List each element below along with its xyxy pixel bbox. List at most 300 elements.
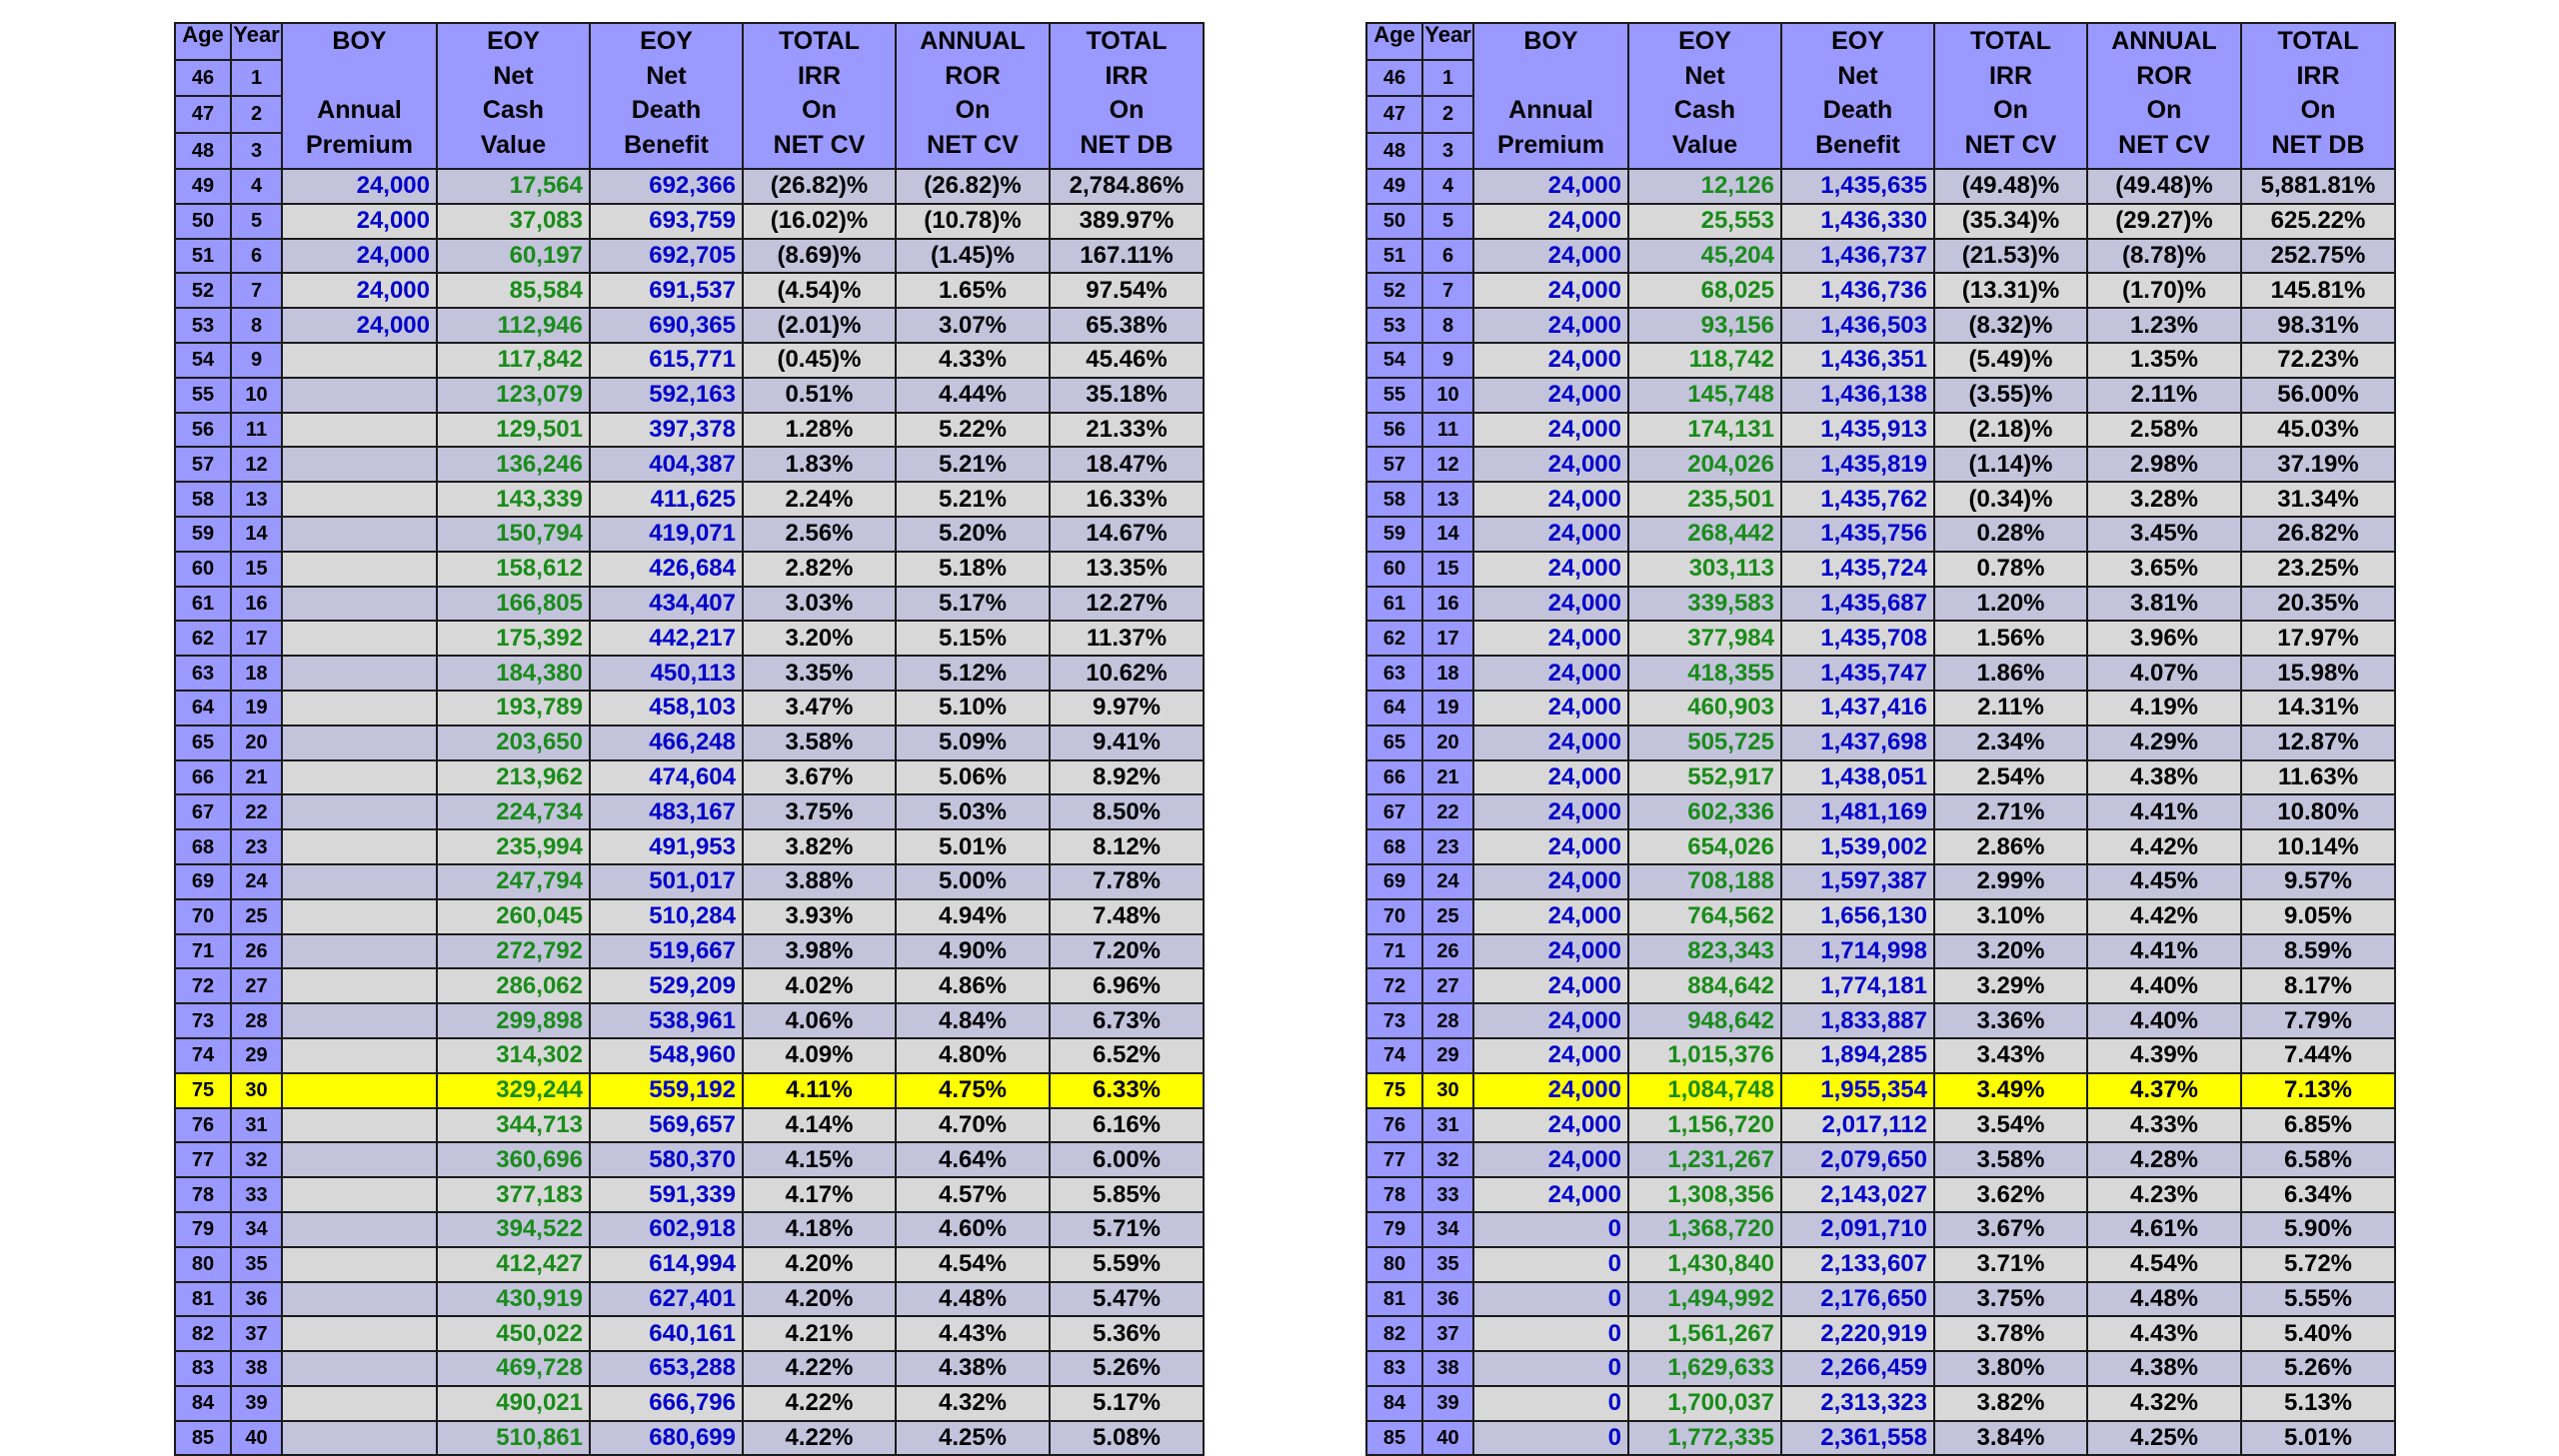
age-cell: 78 [175,1177,231,1212]
premium-cell: 24,000 [1473,517,1628,552]
irr-db-cell: 8.12% [1050,829,1204,864]
year-cell: 36 [231,1282,282,1317]
table-row [1366,1247,2395,1282]
table-row [1366,621,2395,656]
death-benefit-cell: 1,436,737 [1781,239,1934,274]
irr-cv-cell: 3.75% [743,794,896,829]
pre-year-cell: 2 [231,96,282,133]
ror-cv-cell: 4.42% [2087,829,2241,864]
death-benefit-cell: 2,091,710 [1781,1212,1934,1247]
irr-net-db-header [1050,23,1204,169]
irr-cv-cell: 4.09% [743,1038,896,1073]
ror-cv-cell: 5.21% [896,482,1050,517]
irr-cv-cell: 4.20% [743,1247,896,1282]
age-cell: 55 [175,378,231,413]
table-row [175,1038,1204,1073]
year-cell: 35 [231,1247,282,1282]
table-row [175,413,1204,448]
death-benefit-cell: 450,113 [590,656,743,691]
table-row [1366,308,2395,343]
table-row [175,273,1204,308]
age-cell: 52 [1366,273,1422,308]
ror-cv-cell: 5.12% [896,656,1050,691]
table-row [1366,1212,2395,1247]
cash-value-cell: 764,562 [1628,899,1781,934]
age-cell: 69 [1366,864,1422,899]
ror-net-cv-header-line: ANNUAL [920,27,1026,55]
net-cash-value-header-line: Cash [1673,96,1736,124]
irr-cv-cell: 3.58% [743,726,896,760]
cash-value-cell: 136,246 [437,447,590,482]
table-row [175,1108,1204,1143]
death-benefit-cell: 2,361,558 [1781,1421,1934,1456]
death-benefit-cell: 691,537 [590,273,743,308]
irr-cv-cell: 0.28% [1934,517,2087,552]
premium-cell [282,1073,437,1108]
premium-cell: 24,000 [1473,726,1628,760]
age-cell: 51 [175,239,231,274]
irr-db-cell: 6.73% [1050,1003,1204,1038]
age-cell: 81 [175,1282,231,1317]
irr-db-cell: 98.31% [2241,308,2395,343]
table-row [175,482,1204,517]
ror-cv-cell: 3.45% [2087,517,2241,552]
irr-cv-cell: (35.34)% [1934,204,2087,239]
ror-cv-cell: 4.45% [2087,864,2241,899]
premium-cell [282,1386,437,1421]
irr-db-cell: 11.63% [2241,760,2395,795]
irr-db-cell: 252.75% [2241,239,2395,274]
irr-cv-cell: (1.14)% [1934,447,2087,482]
irr-cv-cell: 3.93% [743,899,896,934]
table-row [175,1421,1204,1456]
table-row [1366,482,2395,517]
irr-db-cell: 7.48% [1050,899,1204,934]
irr-cv-cell: 3.62% [1934,1177,2087,1212]
table-row [175,1282,1204,1317]
irr-cv-cell: 1.28% [743,413,896,448]
irr-cv-cell: 4.21% [743,1316,896,1351]
cash-value-cell: 1,308,356 [1628,1177,1781,1212]
cash-value-cell: 112,946 [437,308,590,343]
age-cell: 77 [1366,1142,1422,1177]
irr-cv-cell: 4.22% [743,1386,896,1421]
year-cell: 30 [1422,1073,1473,1108]
year-cell: 6 [231,239,282,274]
ror-cv-cell: 4.07% [2087,656,2241,691]
year-cell: 26 [1422,934,1473,969]
irr-db-cell: 5.71% [1050,1212,1204,1247]
age-cell: 73 [175,1003,231,1038]
ror-cv-cell: (10.78)% [896,204,1050,239]
irr-db-cell: 35.18% [1050,378,1204,413]
net-death-benefit-header [590,23,743,169]
table-row [175,1003,1204,1038]
year-cell: 18 [231,656,282,691]
table-row [175,864,1204,899]
ror-cv-cell: 4.86% [896,968,1050,1003]
net-cash-value-header-line: EOY [1678,27,1731,55]
irr-db-cell: 8.59% [2241,934,2395,969]
premium-cell [282,343,437,378]
death-benefit-cell: 458,103 [590,691,743,726]
ror-cv-cell: 3.96% [2087,621,2241,656]
cash-value-cell: 68,025 [1628,273,1781,308]
premium-cell: 0 [1473,1212,1628,1247]
table-row [175,1212,1204,1247]
irr-net-db-header-line: IRR [1105,61,1149,90]
ror-cv-cell: 3.07% [896,308,1050,343]
ror-net-cv-header-line: ROR [2136,61,2192,90]
death-benefit-cell: 1,435,756 [1781,517,1934,552]
premium-cell: 24,000 [1473,343,1628,378]
irr-cv-cell: 3.67% [1934,1212,2087,1247]
cash-value-cell: 174,131 [1628,413,1781,448]
table-row [175,760,1204,795]
irr-db-cell: 17.97% [2241,621,2395,656]
irr-db-cell: 7.44% [2241,1038,2395,1073]
table-row [1366,273,2395,308]
net-cash-value-header-line: EOY [487,27,540,55]
table-row [1366,1073,2395,1108]
irr-cv-cell: 3.43% [1934,1038,2087,1073]
ror-cv-cell: 4.60% [896,1212,1050,1247]
cash-value-cell: 204,026 [1628,447,1781,482]
boy-premium-header-line: Premium [1497,130,1604,159]
irr-db-cell: 8.92% [1050,760,1204,795]
irr-cv-cell: 3.58% [1934,1142,2087,1177]
table-row [1366,934,2395,969]
year-cell: 10 [1422,378,1473,413]
premium-cell: 24,000 [1473,968,1628,1003]
premium-cell [282,1212,437,1247]
premium-cell: 24,000 [1473,1177,1628,1212]
year-cell: 17 [231,621,282,656]
cash-value-cell: 235,501 [1628,482,1781,517]
pre-year-cell: 2 [1422,96,1473,133]
irr-db-cell: 18.47% [1050,447,1204,482]
premium-cell [282,552,437,587]
irr-cv-cell: 2.86% [1934,829,2087,864]
year-cell: 16 [231,587,282,622]
death-benefit-cell: 1,597,387 [1781,864,1934,899]
cash-value-cell: 344,713 [437,1108,590,1143]
irr-db-cell: 65.38% [1050,308,1204,343]
irr-cv-cell: 3.84% [1934,1421,2087,1456]
irr-cv-cell: 3.47% [743,691,896,726]
ror-cv-cell: 4.33% [2087,1108,2241,1143]
irr-db-cell: 26.82% [2241,517,2395,552]
irr-cv-cell: 2.24% [743,482,896,517]
year-cell: 33 [231,1177,282,1212]
irr-db-cell: 16.33% [1050,482,1204,517]
boy-premium-header-line: Annual [317,96,402,124]
year-cell: 18 [1422,656,1473,691]
table-row [175,378,1204,413]
death-benefit-cell: 519,667 [590,934,743,969]
pre-age-cell: 47 [1366,96,1422,133]
irr-cv-cell: 4.02% [743,968,896,1003]
year-cell: 36 [1422,1282,1473,1317]
cash-value-cell: 1,494,992 [1628,1282,1781,1317]
cash-value-cell: 505,725 [1628,726,1781,760]
irr-db-cell: 6.34% [2241,1177,2395,1212]
age-cell: 56 [175,413,231,448]
irr-net-cv-header-line: On [1993,96,2028,124]
year-cell: 37 [231,1316,282,1351]
premium-cell: 24,000 [1473,691,1628,726]
irr-cv-cell: 4.22% [743,1421,896,1456]
year-cell: 39 [231,1386,282,1421]
age-cell: 52 [175,273,231,308]
irr-db-cell: 37.19% [2241,447,2395,482]
ror-cv-cell: (26.82)% [896,169,1050,204]
age-cell: 76 [175,1108,231,1143]
ror-cv-cell: 4.41% [2087,794,2241,829]
table-row [1366,726,2395,760]
irr-net-db-header [2241,23,2395,169]
death-benefit-cell: 1,438,051 [1781,760,1934,795]
irr-db-cell: 5.13% [2241,1386,2395,1421]
year-cell: 6 [1422,239,1473,274]
premium-cell [282,691,437,726]
table-row [1366,968,2395,1003]
death-benefit-cell: 559,192 [590,1073,743,1108]
premium-cell [282,447,437,482]
irr-net-db-header-line: NET DB [2271,130,2365,159]
death-benefit-cell: 592,163 [590,378,743,413]
irr-db-cell: 23.25% [2241,552,2395,587]
year-cell: 7 [1422,273,1473,308]
death-benefit-cell: 404,387 [590,447,743,482]
irr-db-cell: 5.17% [1050,1386,1204,1421]
irr-cv-cell: 4.22% [743,1351,896,1386]
table-row [1366,899,2395,934]
ror-cv-cell: 5.15% [896,621,1050,656]
year-cell: 27 [1422,968,1473,1003]
age-cell: 85 [175,1421,231,1456]
year-cell: 34 [231,1212,282,1247]
ror-net-cv-header [2087,23,2241,169]
cash-value-cell: 377,984 [1628,621,1781,656]
ror-cv-cell: 4.37% [2087,1073,2241,1108]
ror-cv-cell: 3.28% [2087,482,2241,517]
premium-cell: 24,000 [282,169,437,204]
year-cell: 16 [1422,587,1473,622]
irr-cv-cell: 3.03% [743,587,896,622]
ror-cv-cell: 5.00% [896,864,1050,899]
year-cell: 28 [231,1003,282,1038]
ror-cv-cell: 5.09% [896,726,1050,760]
age-cell: 66 [1366,760,1422,795]
age-cell: 74 [175,1038,231,1073]
year-cell: 15 [1422,552,1473,587]
cash-value-cell: 150,794 [437,517,590,552]
table-row [175,1177,1204,1212]
irr-db-cell: 2,784.86% [1050,169,1204,204]
table-row [1366,829,2395,864]
irr-cv-cell: 3.35% [743,656,896,691]
age-cell: 65 [175,726,231,760]
ror-cv-cell: 4.84% [896,1003,1050,1038]
ror-net-cv-header-line: ANNUAL [2111,27,2217,55]
year-header: Year [231,23,282,60]
cash-value-cell: 272,792 [437,934,590,969]
irr-db-cell: 389.97% [1050,204,1204,239]
ror-net-cv-header-line: NET CV [927,130,1019,159]
death-benefit-cell: 501,017 [590,864,743,899]
ror-cv-cell: 5.22% [896,413,1050,448]
irr-cv-cell: 3.82% [743,829,896,864]
pre-age-cell: 48 [175,133,231,170]
irr-cv-cell: 3.78% [1934,1316,2087,1351]
age-cell: 49 [175,169,231,204]
age-cell: 80 [1366,1247,1422,1282]
table-row [175,829,1204,864]
year-cell: 14 [1422,517,1473,552]
premium-cell: 24,000 [1473,1073,1628,1108]
premium-cell [282,413,437,448]
irr-cv-cell: 2.71% [1934,794,2087,829]
cash-value-cell: 247,794 [437,864,590,899]
age-header: Age [175,23,231,60]
age-cell: 75 [175,1073,231,1108]
table-row [175,308,1204,343]
ror-cv-cell: 3.81% [2087,587,2241,622]
net-death-benefit-header-line: Benefit [1815,130,1900,159]
premium-cell: 0 [1473,1247,1628,1282]
net-death-benefit-header-line: Death [1822,96,1893,124]
death-benefit-cell: 569,657 [590,1108,743,1143]
premium-cell: 24,000 [1473,864,1628,899]
table-row [175,517,1204,552]
cash-value-cell: 224,734 [437,794,590,829]
ror-cv-cell: 5.17% [896,587,1050,622]
ror-cv-cell: 4.75% [896,1073,1050,1108]
irr-net-cv-header-line: NET CV [1964,130,2057,159]
death-benefit-cell: 426,684 [590,552,743,587]
death-benefit-cell: 580,370 [590,1142,743,1177]
irr-cv-cell: 3.75% [1934,1282,2087,1317]
cash-value-cell: 175,392 [437,621,590,656]
table-row [1366,1177,2395,1212]
age-cell: 77 [175,1142,231,1177]
age-cell: 74 [1366,1038,1422,1073]
irr-db-cell: 8.17% [2241,968,2395,1003]
death-benefit-cell: 483,167 [590,794,743,829]
premium-cell: 0 [1473,1351,1628,1386]
irr-cv-cell: 3.67% [743,760,896,795]
irr-db-cell: 625.22% [2241,204,2395,239]
ror-cv-cell: 4.61% [2087,1212,2241,1247]
death-benefit-cell: 442,217 [590,621,743,656]
cash-value-cell: 12,126 [1628,169,1781,204]
irr-cv-cell: 1.56% [1934,621,2087,656]
irr-db-cell: 5.55% [2241,1282,2395,1317]
age-cell: 59 [175,517,231,552]
net-cash-value-header-line: Net [1684,61,1725,90]
table-row [1366,691,2395,726]
cash-value-cell: 823,343 [1628,934,1781,969]
premium-cell: 24,000 [1473,760,1628,795]
ror-cv-cell: 4.23% [2087,1177,2241,1212]
cash-value-cell: 1,156,720 [1628,1108,1781,1143]
net-cash-value-header-line: Net [493,61,534,90]
table-row [1366,343,2395,378]
premium-cell: 24,000 [1473,447,1628,482]
irr-db-cell: 72.23% [2241,343,2395,378]
table-row [175,1247,1204,1282]
table-row [175,204,1204,239]
ror-cv-cell: 4.43% [2087,1316,2241,1351]
cash-value-cell: 1,015,376 [1628,1038,1781,1073]
cash-value-cell: 450,022 [437,1316,590,1351]
death-benefit-cell: 1,436,503 [1781,308,1934,343]
age-cell: 58 [175,482,231,517]
ror-cv-cell: 2.11% [2087,378,2241,413]
irr-cv-cell: 2.99% [1934,864,2087,899]
table-row [1366,413,2395,448]
premium-cell: 24,000 [1473,621,1628,656]
irr-db-cell: 20.35% [2241,587,2395,622]
cash-value-cell: 85,584 [437,273,590,308]
premium-cell [282,829,437,864]
irr-cv-cell: 3.54% [1934,1108,2087,1143]
ror-net-cv-header [896,23,1050,169]
year-cell: 22 [1422,794,1473,829]
age-cell: 61 [1366,587,1422,622]
death-benefit-cell: 1,714,998 [1781,934,1934,969]
ror-cv-cell: 1.65% [896,273,1050,308]
irr-db-cell: 5.01% [2241,1421,2395,1456]
table-row [1366,1421,2395,1456]
death-benefit-cell: 1,435,724 [1781,552,1934,587]
cash-value-cell: 1,561,267 [1628,1316,1781,1351]
death-benefit-cell: 474,604 [590,760,743,795]
irr-db-cell: 145.81% [2241,273,2395,308]
premium-cell: 24,000 [1473,829,1628,864]
table-row [175,552,1204,587]
table-row [1366,1351,2395,1386]
boy-premium-header [1473,23,1628,169]
premium-cell [282,760,437,795]
premium-cell [282,934,437,969]
irr-db-cell: 7.13% [2241,1073,2395,1108]
header-row [175,23,1204,60]
irr-db-cell: 5.26% [2241,1351,2395,1386]
age-cell: 83 [1366,1351,1422,1386]
year-cell: 38 [231,1351,282,1386]
age-cell: 72 [175,968,231,1003]
age-cell: 71 [1366,934,1422,969]
net-death-benefit-header-line: EOY [640,27,693,55]
cash-value-cell: 460,903 [1628,691,1781,726]
age-cell: 62 [175,621,231,656]
death-benefit-cell: 602,918 [590,1212,743,1247]
age-cell: 57 [175,447,231,482]
age-cell: 82 [175,1316,231,1351]
ror-cv-cell: 5.03% [896,794,1050,829]
premium-cell: 24,000 [282,204,437,239]
premium-cell: 24,000 [1473,656,1628,691]
ror-cv-cell: 5.06% [896,760,1050,795]
irr-db-cell: 12.87% [2241,726,2395,760]
table-row [175,447,1204,482]
ror-cv-cell: 4.38% [896,1351,1050,1386]
ror-net-cv-header-line: On [2146,96,2182,124]
year-cell: 22 [231,794,282,829]
irr-cv-cell: (8.69)% [743,239,896,274]
